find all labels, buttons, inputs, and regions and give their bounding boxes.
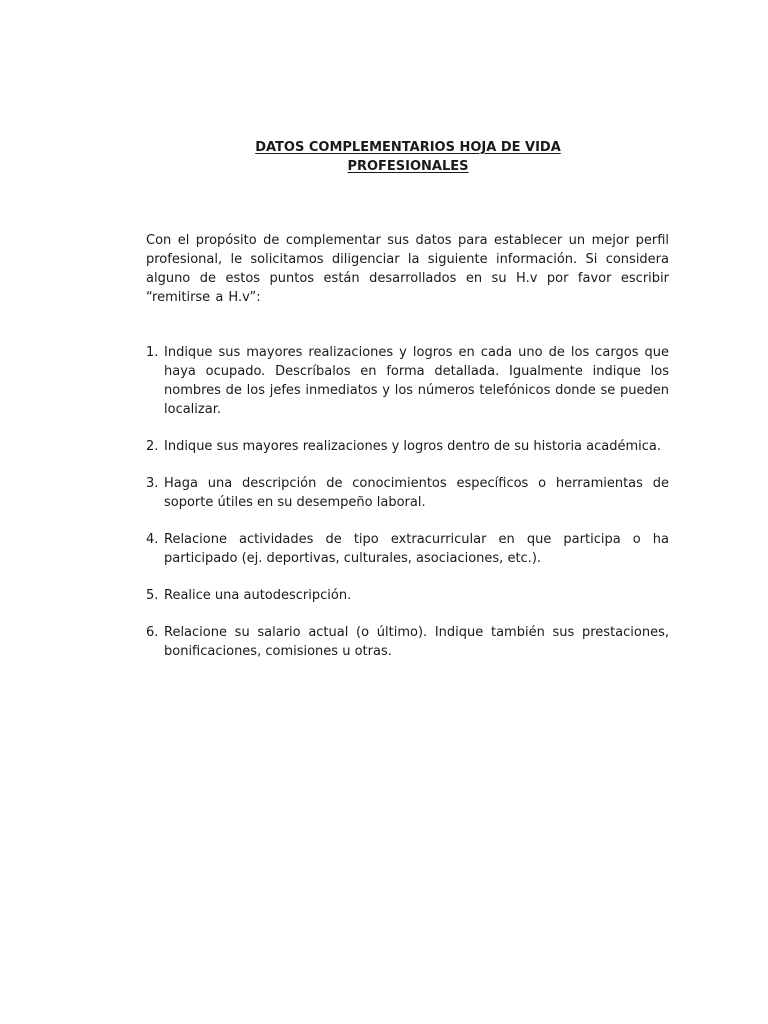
item-text: Realice una autodescripción. xyxy=(164,588,352,603)
item-number: 6. xyxy=(146,625,159,640)
list-item xyxy=(146,586,669,605)
item-text: Relacione su salario actual (o último). Indique también sus prestaciones, bonificaciones, comisiones u otras. xyxy=(164,625,669,659)
list-item xyxy=(146,474,669,512)
list-item xyxy=(146,530,669,568)
item-number: 5. xyxy=(146,588,159,603)
item-number: 3. xyxy=(146,476,159,491)
question-list xyxy=(146,343,669,679)
item-number: 2. xyxy=(146,439,159,454)
list-item xyxy=(146,623,669,661)
title-line-2: PROFESIONALES xyxy=(347,159,469,174)
item-text: Indique sus mayores realizaciones y logros dentro de su historia académica. xyxy=(164,439,662,454)
item-number: 1. xyxy=(146,345,159,360)
title-line-1: DATOS COMPLEMENTARIOS HOJA DE VIDA xyxy=(255,140,561,155)
list-item xyxy=(146,437,669,456)
item-text: Haga una descripción de conocimientos específicos o herramientas de soporte útiles en su desempeño laboral. xyxy=(164,476,669,510)
item-text: Indique sus mayores realizaciones y logros en cada uno de los cargos que haya ocupado. Descríbalos en forma detallada. Igualmente indique los nombres de los jefes inmediatos y los números telefónicos donde se pueden localizar. xyxy=(164,345,669,417)
item-text: Relacione actividades de tipo extracurricular en que participa o ha participado (ej. deportivas, culturales, asociaciones, etc.). xyxy=(164,532,669,566)
list-item xyxy=(146,343,669,419)
intro-paragraph: Con el propósito de complementar sus datos para establecer un mejor perfil profesional, le solicitamos diligenciar la siguiente información. Si considera alguno de estos puntos están desarrollados en su H.v por favor escribir “remitirse a H.v”: xyxy=(146,233,669,305)
document-title xyxy=(0,138,768,176)
item-number: 4. xyxy=(146,532,159,547)
